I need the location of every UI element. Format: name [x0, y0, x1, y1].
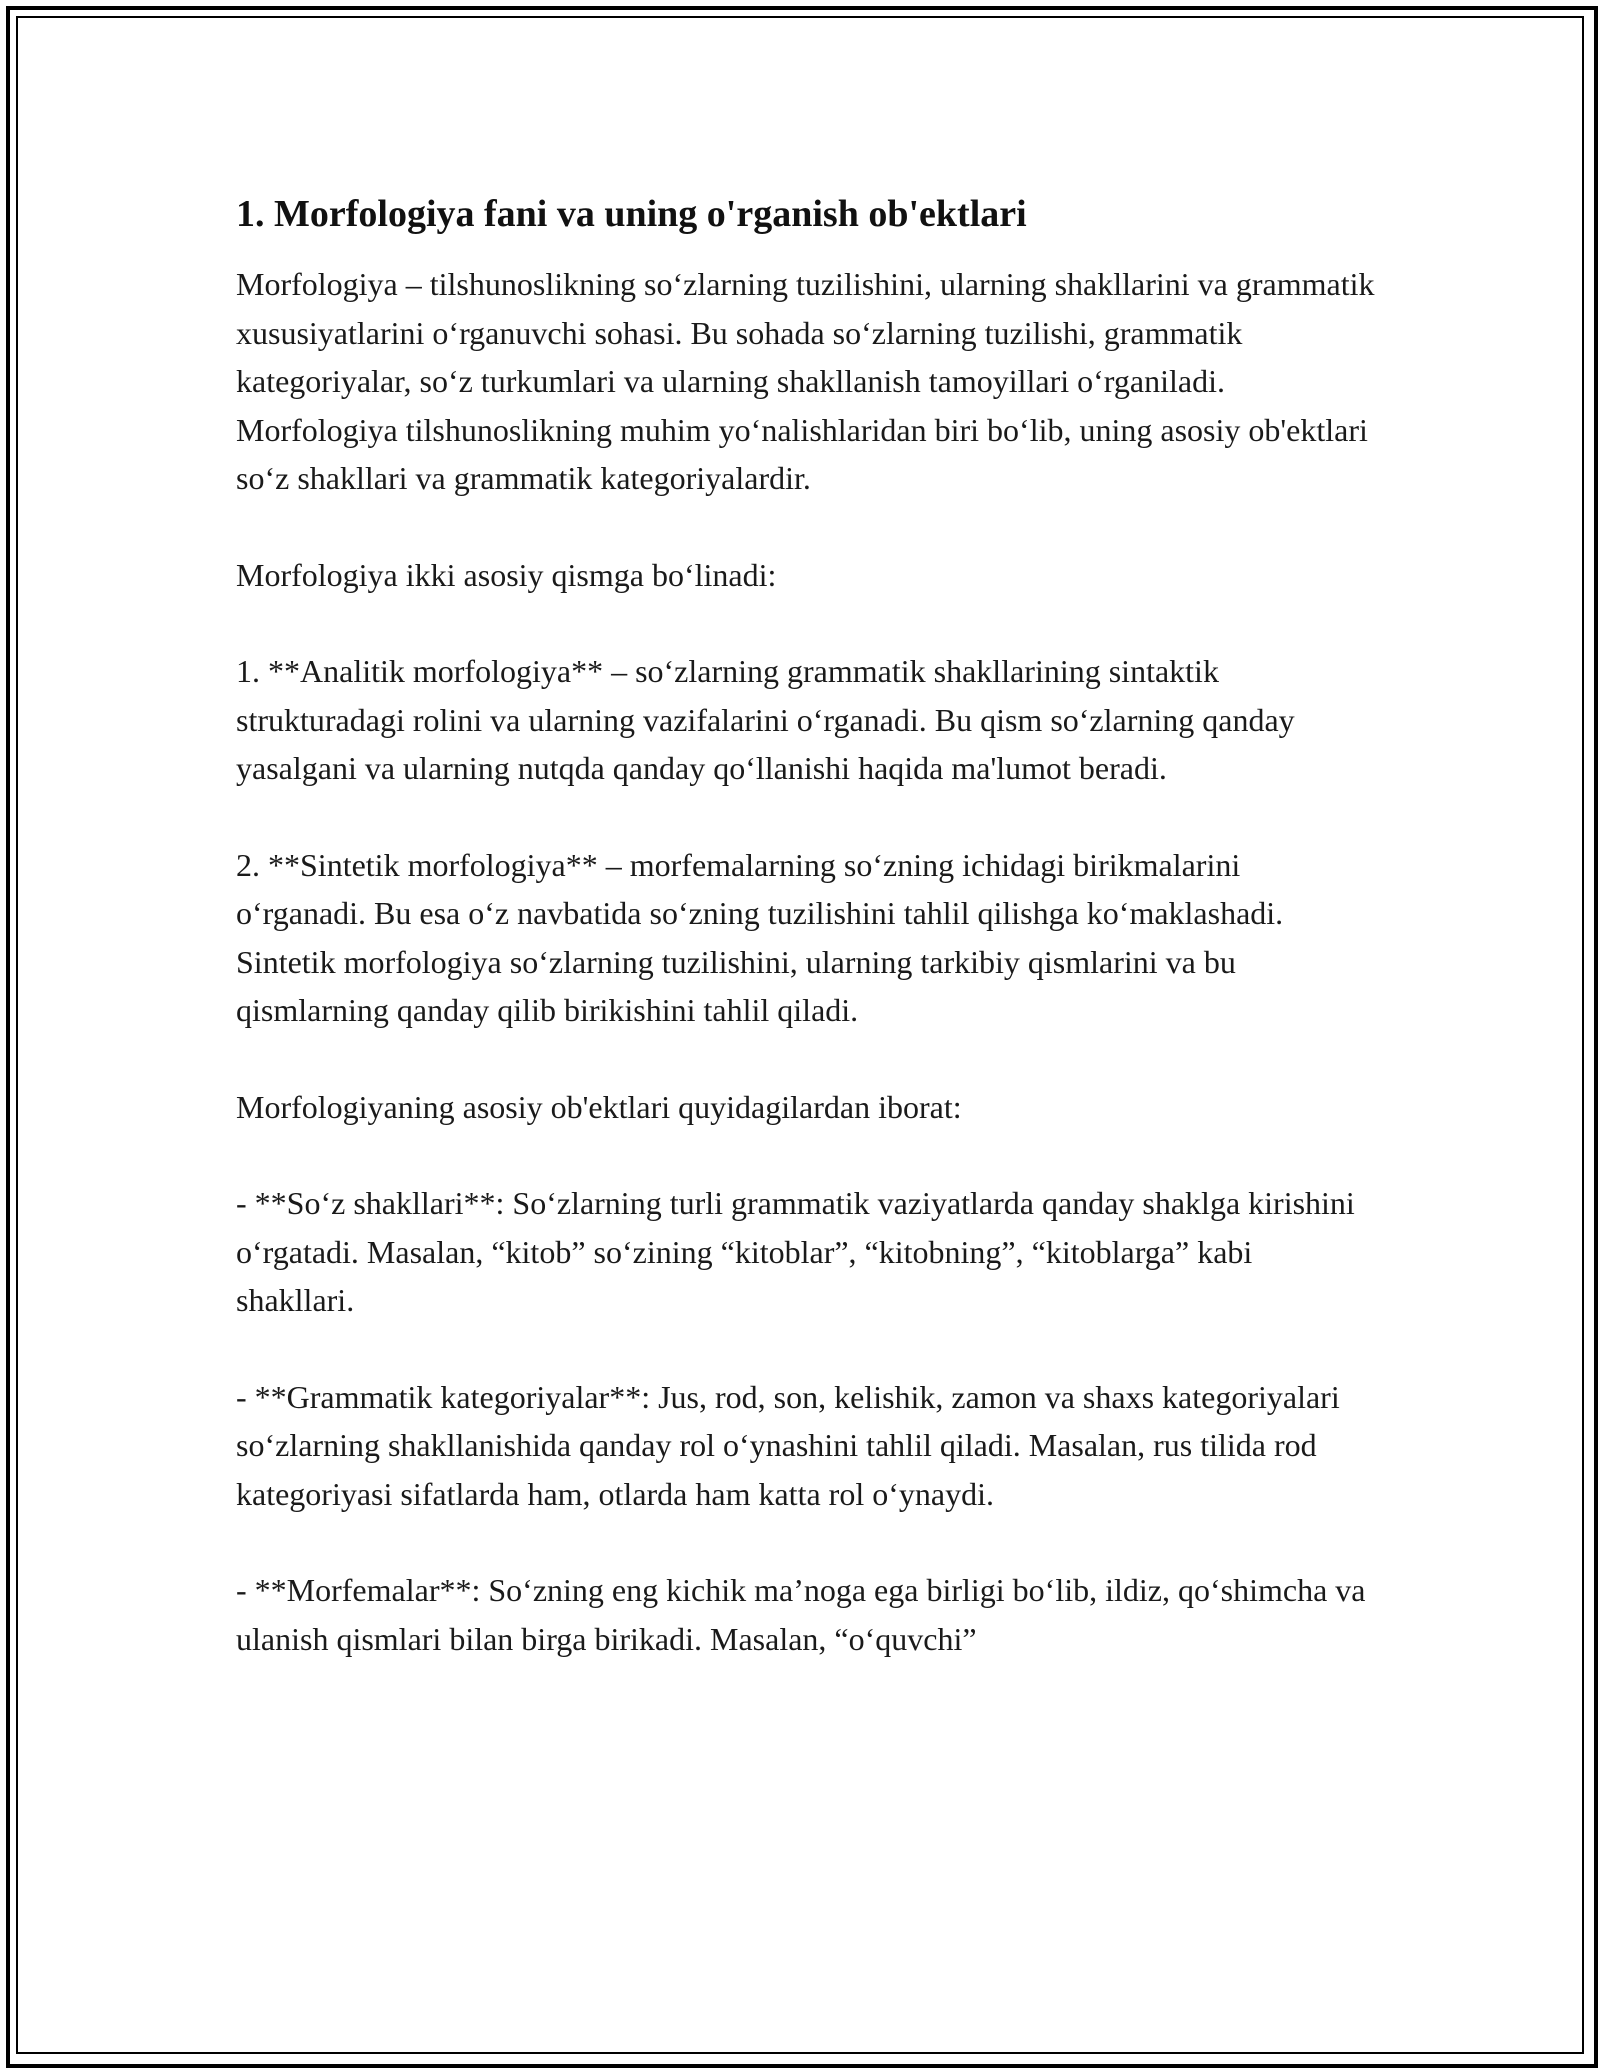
- paragraph-definition: Morfologiya – tilshunoslikning so‘zlarning tuzilishini, ularning shakllarini va grammatik xususiyatlarini o‘rganuvchi sohasi. Bu sohada so‘zlarning tuzilishi, grammatik kategoriyalar, so‘z turkumlari va ularning shakllanish tamoyillari o‘rganiladi. Morfologiya tilshunoslikning muhim yo‘nalishlaridan biri bo‘lib, uning asosiy ob'ektlari so‘z shakllari va grammatik kategoriyalardir.: [236, 266, 1375, 496]
- paragraph-division-intro: Morfologiya ikki asosiy qismga bo‘linadi:: [236, 556, 777, 593]
- list-item-morphemes: - **Morfemalar**: So‘zning eng kichik ma’noga ega birligi bo‘lib, ildiz, qo‘shimcha va ulanish qismlari bilan birga birikadi. Masalan, “o‘quvchi”: [236, 1572, 1366, 1657]
- paragraph-synthetic-morphology: 2. **Sintetik morfologiya** – morfemalarning so‘zning ichidagi birikmalarini o‘rganadi. Bu esa o‘z navbatida so‘zning tuzilishini tahlil qilishga ko‘maklashadi. Sintetik morfologiya so‘zlarning tuzilishini, ularning tarkibiy qismlarini va bu qismlarning qanday qilib birikishini tahlil qiladi.: [236, 846, 1284, 1028]
- list-item-word-forms: - **So‘z shakllari**: So‘zlarning turli grammatik vaziyatlarda qanday shaklga kirishini o‘rgatadi. Masalan, “kitob” so‘zining “kitoblar”, “kitobning”, “kitoblarga” kabi shakllari.: [236, 1185, 1355, 1318]
- list-item-grammatical-categories: - **Grammatik kategoriyalar**: Jus, rod, son, kelishik, zamon va shaxs kategoriyalari so‘zlarning shakllanishida qanday rol o‘ynashini tahlil qiladi. Masalan, rus tilida rod kategoriyasi sifatlarda ham, otlarda ham katta rol o‘ynaydi.: [236, 1378, 1340, 1512]
- document-body: [236, 190, 1376, 1711]
- section-heading: 1. Morfologiya fani va uning o'rganish ob'ektlari: [236, 193, 1027, 235]
- paragraph-analytic-morphology: 1. **Analitik morfologiya** – so‘zlarning grammatik shakllarining sintaktik strukturadagi rolini va ularning vazifalarini o‘rganadi. Bu qism so‘zlarning qanday yasalgani va ularning nutqda qanday qo‘llanishi haqida ma'lumot beradi.: [236, 653, 1295, 786]
- paragraph-objects-intro: Morfologiyaning asosiy ob'ektlari quyidagilardan iborat:: [236, 1088, 962, 1125]
